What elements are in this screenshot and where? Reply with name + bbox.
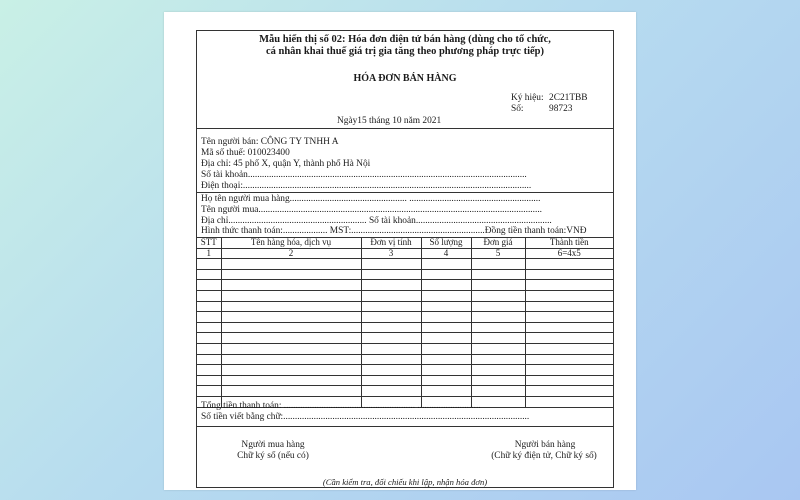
seller-signature-title: Người bán hàng — [514, 440, 576, 450]
number-label: Số: — [511, 104, 524, 114]
col-number: 5 — [471, 248, 525, 259]
amount-in-words: Số tiền viết bằng chữ:......................................................................................................... — [201, 412, 530, 422]
table-row — [197, 375, 613, 386]
seller-name: Tên người bán: CÔNG TY TNHH A — [201, 137, 339, 147]
table-row — [197, 312, 613, 323]
table-row — [197, 290, 613, 301]
form-heading-line2: cá nhân khai thuế giá trị gia tăng theo phương pháp trực tiếp) — [265, 46, 545, 57]
table-row — [197, 259, 613, 270]
table-row — [197, 322, 613, 333]
table-row — [197, 365, 613, 376]
table-row — [197, 386, 613, 397]
table-row — [197, 280, 613, 291]
col-number: 6=4x5 — [525, 248, 613, 259]
table-row — [197, 354, 613, 365]
divider — [197, 192, 613, 193]
invoice-date: Ngày15 tháng 10 năm 2021 — [337, 116, 442, 126]
seller-phone: Điện thoại:........................................................................................................................... — [201, 181, 532, 191]
seller-signature-note: (Chữ ký điện tử, Chữ ký số) — [491, 451, 597, 461]
table-row — [197, 333, 613, 344]
footer-note: (Cần kiểm tra, đối chiếu khi lập, nhận hóa đơn) — [322, 477, 488, 487]
divider — [197, 128, 613, 129]
col-header-price: Đơn giá — [471, 238, 525, 249]
buyer-fullname: Họ tên người mua hàng.................................................. ........................................................ — [201, 194, 541, 204]
col-header-unit: Đơn vị tính — [361, 238, 421, 249]
divider — [197, 426, 613, 427]
invoice-frame — [196, 30, 614, 488]
buyer-signature-title: Người mua hàng — [241, 440, 305, 450]
col-number: 3 — [361, 248, 421, 259]
invoice-paper — [164, 12, 636, 490]
buyer-address-account: Địa chỉ........................................................... Số tài khoản.......................................................... — [201, 216, 552, 226]
col-header-amount: Thành tiền — [525, 238, 613, 249]
table-row — [197, 301, 613, 312]
buyer-signature-note: Chữ ký số (nếu có) — [237, 451, 309, 461]
seller-address: Địa chỉ: 45 phố X, quận Y, thành phố Hà Nội — [201, 159, 371, 169]
col-header-quantity: Số lượng — [421, 238, 471, 249]
table-header-row — [197, 238, 613, 249]
items-table — [197, 237, 613, 408]
table-number-row — [197, 248, 613, 259]
table-row — [197, 269, 613, 280]
symbol-value: 2C21TBB — [549, 93, 588, 103]
seller-account: Số tài khoản....................................................................................................................... — [201, 170, 527, 180]
col-header-stt: STT — [197, 238, 221, 249]
payment-method-line: Hình thức thanh toán:................... MST:.........................................................Đồng tiền thanh toán:VNĐ — [201, 226, 587, 236]
symbol-label: Ký hiệu: — [511, 93, 544, 103]
invoice-title: HÓA ĐƠN BÁN HÀNG — [353, 73, 457, 84]
number-value: 98723 — [549, 104, 573, 114]
col-number: 4 — [421, 248, 471, 259]
form-heading-line1: Mẫu hiển thị số 02: Hóa đơn điện tử bán hàng (dùng cho tổ chức, — [259, 34, 551, 45]
col-number: 1 — [197, 248, 221, 259]
table-row — [197, 343, 613, 354]
seller-tax-code: Mã số thuế: 010023400 — [201, 148, 290, 158]
buyer-name: Tên người mua......................................................................................................................... — [201, 205, 543, 215]
col-header-name: Tên hàng hóa, dịch vụ — [221, 238, 361, 249]
col-number: 2 — [221, 248, 361, 259]
total-payment: Tổng tiền thanh toán: ........................................................ ........................... — [201, 401, 481, 411]
